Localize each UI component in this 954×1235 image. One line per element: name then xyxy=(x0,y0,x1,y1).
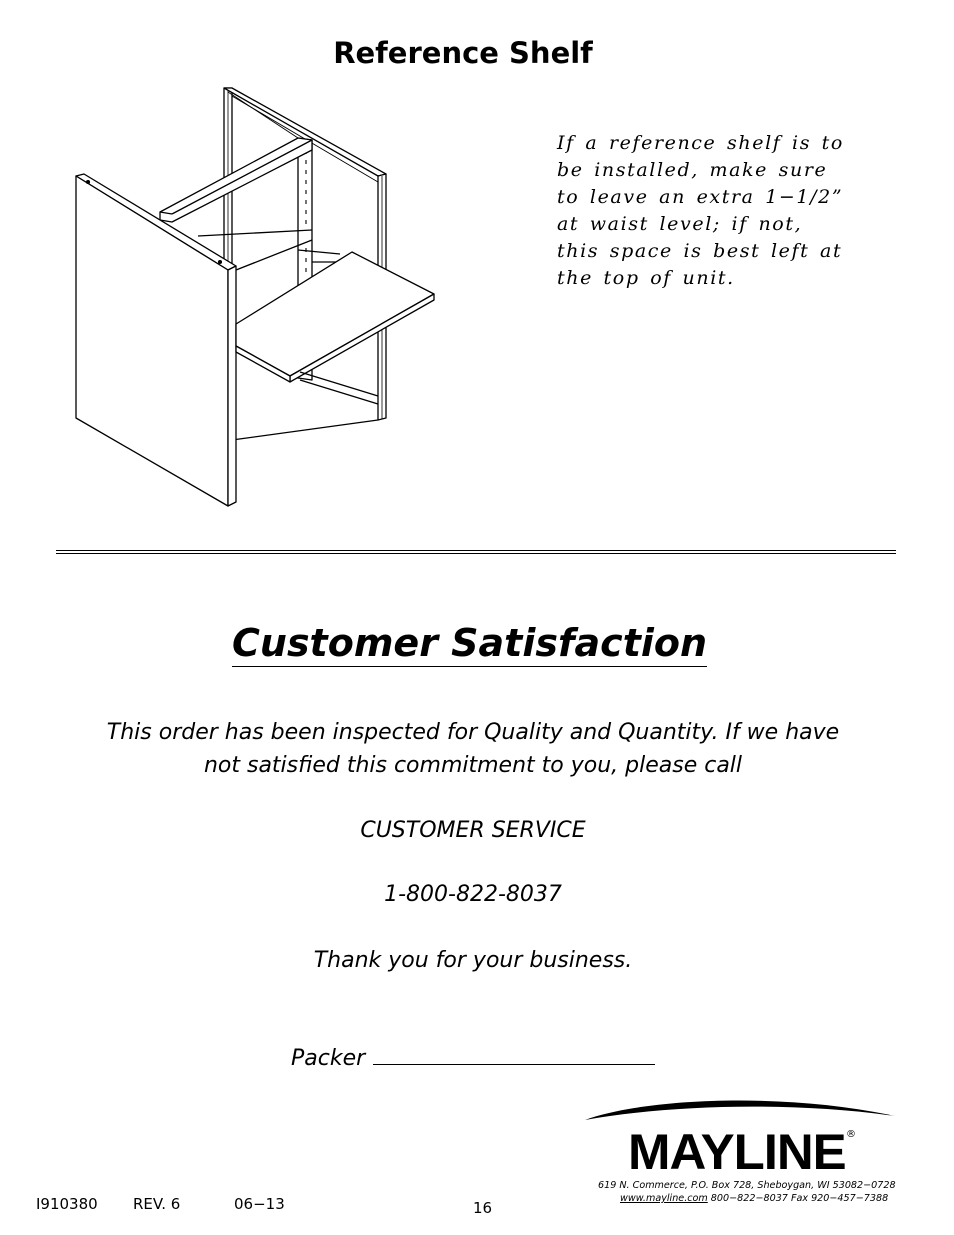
reference-shelf-illustration xyxy=(70,82,442,512)
note-line: the top of unit. xyxy=(557,267,735,289)
note-line: at waist level; if not, xyxy=(557,213,803,235)
company-contact xyxy=(620,1192,888,1205)
packer-signature-line xyxy=(373,1042,655,1065)
page-number: 16 xyxy=(473,1199,493,1217)
packer-signature-field xyxy=(291,1042,655,1074)
registered-mark: ® xyxy=(846,1129,856,1140)
document-number: I910380 xyxy=(36,1195,98,1213)
note-line: be installed, make sure xyxy=(557,159,828,181)
document-date: 06−13 xyxy=(234,1195,285,1213)
reference-shelf-note xyxy=(557,130,877,292)
packer-label: Packer xyxy=(291,1046,366,1071)
company-phone-fax: 800−822−8037 Fax 920−457−7388 xyxy=(707,1193,889,1204)
company-website-link[interactable]: www.mayline.com xyxy=(620,1193,708,1204)
note-line: If a reference shelf is to xyxy=(557,132,844,154)
reference-shelf-title: Reference Shelf xyxy=(333,36,593,70)
section-divider xyxy=(56,550,896,554)
document-revision: REV. 6 xyxy=(133,1195,181,1213)
note-line: this space is best left at xyxy=(557,240,843,262)
satisfaction-message-line-1: This order has been inspected for Quality and Quantity. If we have xyxy=(106,720,840,745)
satisfaction-message-line-2: not satisfied this commitment to you, please call xyxy=(203,753,743,778)
company-address: 619 N. Commerce, P.O. Box 728, Sheboygan, WI 53082−0728 xyxy=(598,1180,896,1191)
customer-satisfaction-title: Customer Satisfaction xyxy=(232,621,708,665)
mayline-logo-swoosh xyxy=(585,1094,895,1124)
mayline-logo: MAYLINE xyxy=(628,1124,846,1180)
customer-service-phone: 1-800-822-8037 xyxy=(384,882,562,907)
thank-you-message: Thank you for your business. xyxy=(313,948,633,973)
customer-service-label: CUSTOMER SERVICE xyxy=(360,818,586,843)
note-line: to leave an extra 1−1/2” xyxy=(557,186,844,208)
